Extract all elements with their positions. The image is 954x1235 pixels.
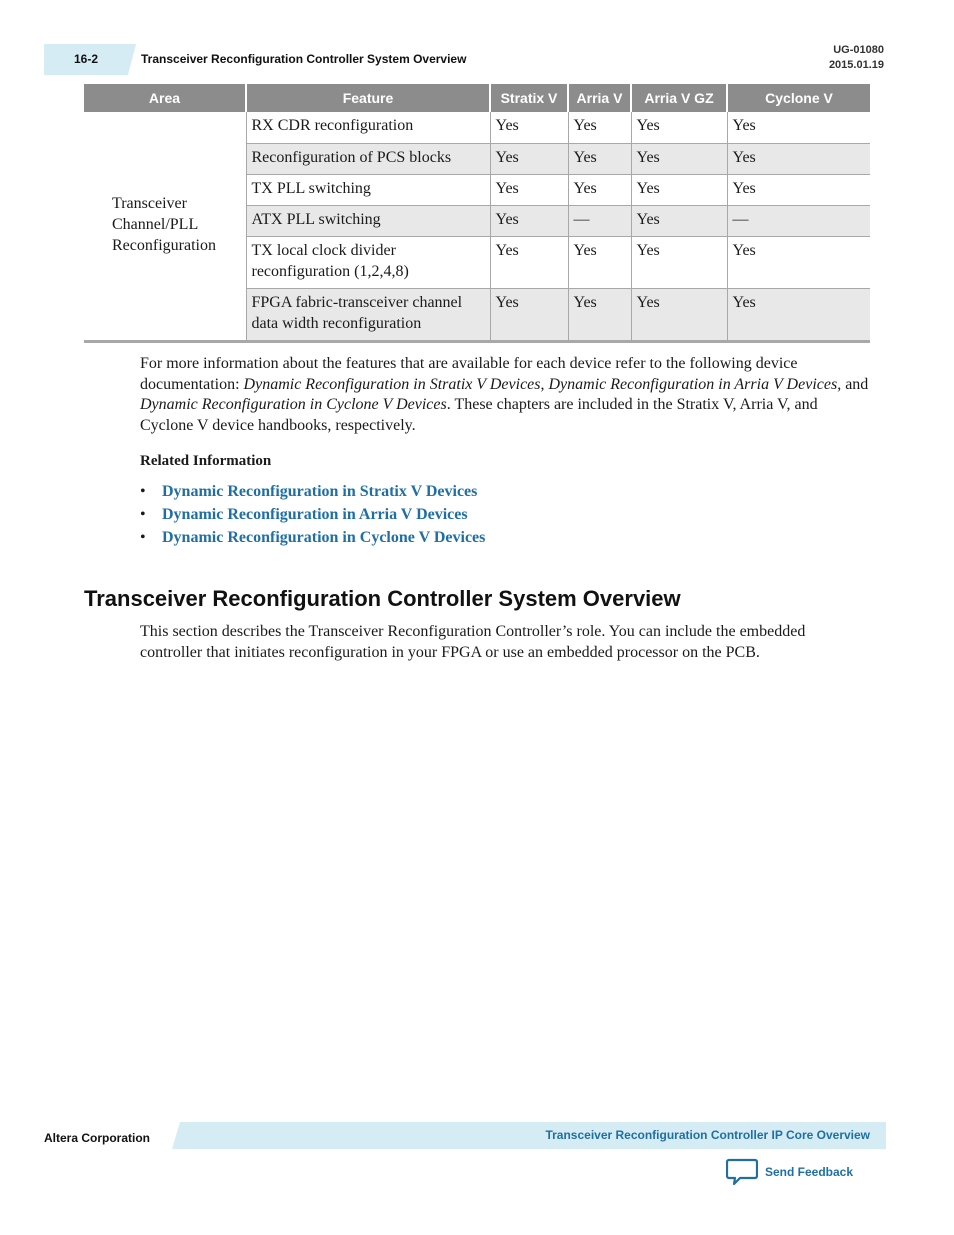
send-feedback-label[interactable]: Send Feedback	[765, 1165, 854, 1179]
doc-title-stratix: Dynamic Reconfiguration in Stratix V Devices	[243, 375, 541, 393]
section-heading: Transceiver Reconfiguration Controller System Overview	[84, 586, 681, 611]
send-feedback-link[interactable]	[726, 1158, 853, 1186]
doc-date: 2015.01.19	[828, 59, 884, 71]
footer-doc-title[interactable]: Transceiver Reconfiguration Controller IP Core Overview	[545, 1128, 870, 1142]
value-cell: Yes	[490, 205, 568, 236]
value-cell: Yes	[727, 288, 870, 341]
area-cell: Transceiver Channel/PLL Reconfiguration	[84, 112, 246, 341]
value-cell: Yes	[490, 143, 568, 174]
feature-cell: TX local clock divider reconfiguration (1,2,4,8)	[246, 236, 490, 288]
bullet: •	[140, 506, 146, 523]
col-header-area: Area	[84, 84, 246, 112]
related-link-stratix[interactable]	[140, 480, 485, 503]
related-information-heading: Related Information	[140, 453, 272, 469]
link-text[interactable]: Dynamic Reconfiguration in Stratix V Devices	[162, 483, 478, 500]
feature-cell: TX PLL switching	[246, 174, 490, 205]
value-cell: Yes	[631, 236, 727, 288]
table-row	[84, 112, 870, 143]
related-link-arria[interactable]	[140, 503, 485, 526]
value-cell: Yes	[727, 112, 870, 143]
feature-cell: Reconfiguration of PCS blocks	[246, 143, 490, 174]
footer-company: Altera Corporation	[44, 1131, 151, 1145]
value-cell: Yes	[727, 236, 870, 288]
paragraph-separator: ,	[540, 375, 549, 393]
link-text[interactable]: Dynamic Reconfiguration in Arria V Devices	[162, 506, 468, 523]
value-cell: Yes	[727, 143, 870, 174]
doc-meta	[829, 43, 884, 73]
related-link-cyclone[interactable]	[140, 526, 485, 549]
value-cell: Yes	[568, 112, 631, 143]
related-links-list	[140, 480, 485, 549]
feature-cell: RX CDR reconfiguration	[246, 112, 490, 143]
value-cell: Yes	[490, 174, 568, 205]
value-cell: Yes	[490, 112, 568, 143]
feature-cell: FPGA fabric-transceiver channel data width reconfiguration	[246, 288, 490, 341]
doc-title-arria: Dynamic Reconfiguration in Arria V Devices	[548, 375, 838, 393]
col-header-cyclone-v: Cyclone V	[727, 84, 870, 112]
bullet: •	[140, 529, 146, 546]
value-cell: Yes	[631, 112, 727, 143]
value-cell: Yes	[568, 174, 631, 205]
paragraph-lead: For more information about the features that are available for each device refer to the following device documentation:	[140, 355, 798, 393]
value-cell: Yes	[727, 174, 870, 205]
value-cell: Yes	[631, 174, 727, 205]
value-cell: —	[727, 205, 870, 236]
feature-support-table	[84, 84, 870, 343]
value-cell: Yes	[490, 236, 568, 288]
value-cell: Yes	[631, 205, 727, 236]
col-header-feature: Feature	[246, 84, 490, 112]
col-header-stratix-v: Stratix V	[490, 84, 568, 112]
link-text[interactable]: Dynamic Reconfiguration in Cyclone V Devices	[162, 529, 486, 546]
value-cell: Yes	[568, 236, 631, 288]
device-docs-paragraph	[140, 354, 870, 437]
page-number: 16-2	[73, 51, 99, 66]
doc-id: UG-01080	[833, 44, 884, 56]
speech-bubble-icon	[726, 1158, 758, 1186]
value-cell: Yes	[568, 143, 631, 174]
col-header-arria-v: Arria V	[568, 84, 631, 112]
paragraph-tail: . These chapters are included in the Stratix V, Arria V, and Cyclone V device handbooks, respectively.	[140, 396, 818, 435]
footer-band	[180, 1122, 886, 1149]
running-header-title: Transceiver Reconfiguration Controller System Overview	[141, 52, 467, 66]
value-cell: Yes	[631, 143, 727, 174]
value-cell: Yes	[631, 288, 727, 341]
bullet: •	[140, 483, 146, 500]
value-cell: Yes	[490, 288, 568, 341]
table-header-row	[84, 84, 870, 112]
page-number-tab	[44, 44, 128, 75]
doc-title-cyclone: Dynamic Reconfiguration in Cyclone V Devices	[140, 396, 447, 414]
paragraph-separator: , and	[837, 375, 869, 393]
value-cell: Yes	[568, 288, 631, 341]
section-body: This section describes the Transceiver Reconfiguration Controller’s role. You can include the embedded controller that initiates reconfiguration in your FPGA or use an embedded processor on the PCB.	[140, 623, 806, 661]
col-header-arria-v-gz: Arria V GZ	[631, 84, 727, 112]
value-cell: —	[568, 205, 631, 236]
feature-cell: ATX PLL switching	[246, 205, 490, 236]
